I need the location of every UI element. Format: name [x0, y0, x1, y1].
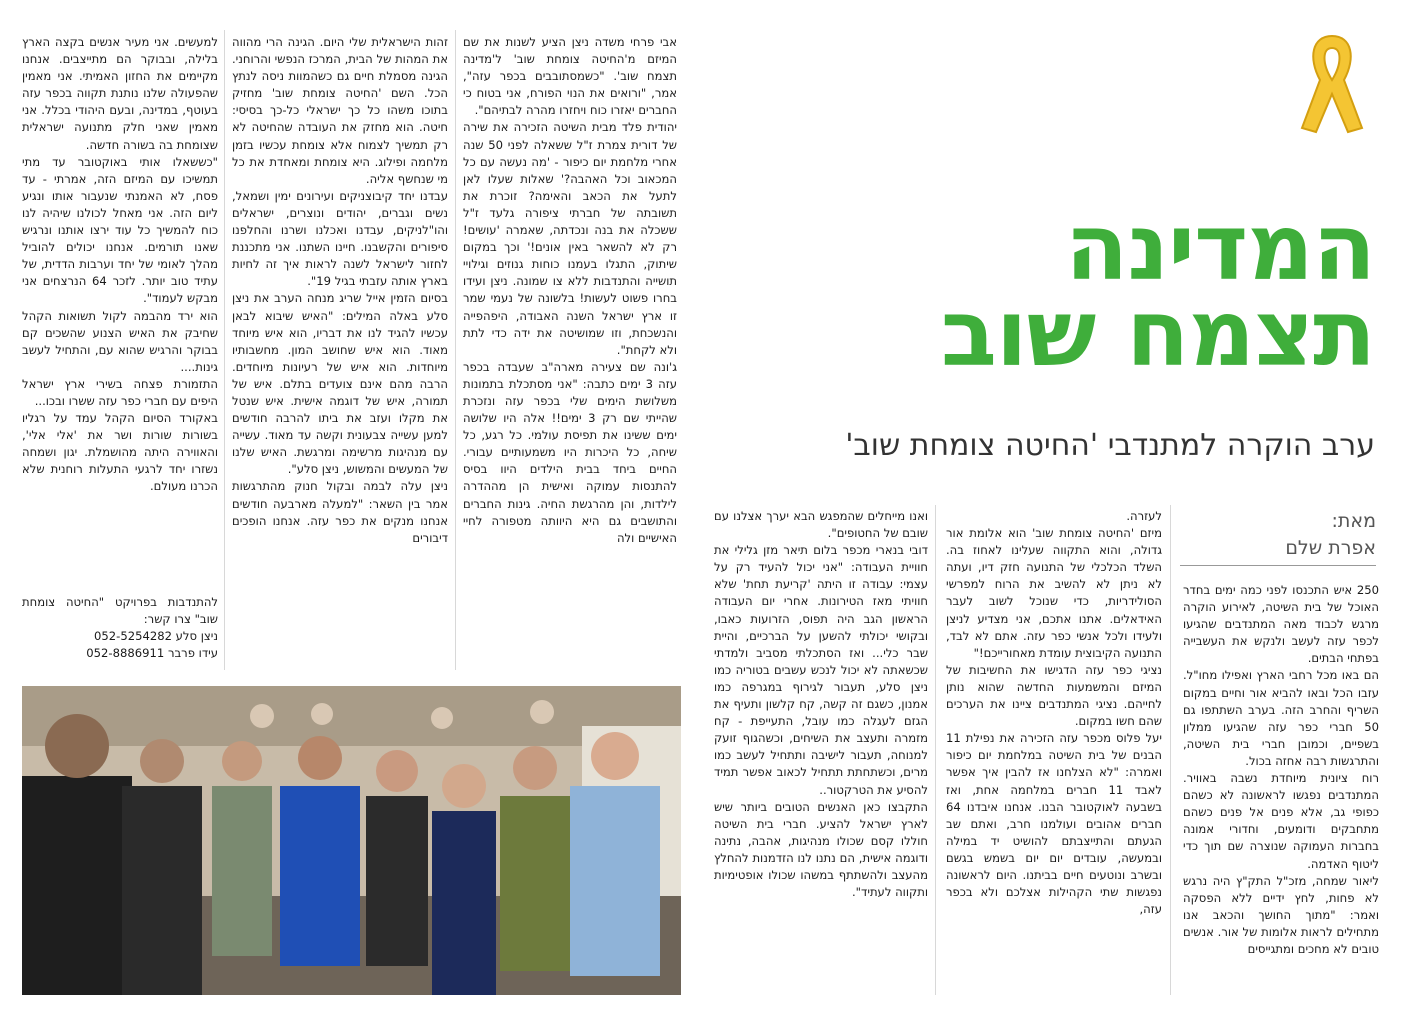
event-photo — [22, 686, 681, 995]
paragraph: ג'ונה שם צעירה מארה"ב שעבדה בכפר עזה 3 ימים כתבה: "אני מסתכלת בתמונות משלושת הימים שלי בכפר עזה ונזכרת שהייתי שם רק 3 ימים!! אלה היו שלושה ימים ששינו את תפיסת עולמי. כל רגע, כל שיחה, כל היכרות היו משמעותיים עבורי. החיים ביחד בבית הילדים היוו בסיס להתנסות עמוקה ואישית הן מההדרה לילדות, והן מהרגשת החיה. גינות החברים והתושבים גם היא היוותה מטפורה לחיי האישיים ולה — [463, 359, 677, 545]
column-divider — [935, 505, 936, 995]
headline-line-1: המדינה — [1065, 194, 1375, 301]
paragraph: למעשים. אני מעיר אנשים בקצה הארץ בלילה, ובבוקר הם מתייצבים. אנחנו מקיימים את החזון האמיתי. אני מאמין שהפעולה שלנו נותנת תקווה בכפר עזה בעוטף, במדינה, ובעם היהודי בכלל. אני מאמין שאני חלק מתנועה ישראלית שצומחת בה בשורה חדשה. — [22, 35, 218, 152]
paragraph: יעל פלוס מכפר עזה הזכירה את נפילת 11 הבנים של בית השיטה במלחמת יום כיפור ואמרה: "לא הצלחנו אז להבין איך אפשר לאבד 11 חברים במלחמה אחת, ואז בשבעה לאוקטובר הבנו. אנחנו איבדנו 64 חברים אהובים ועולמנו חרב, ואתם שב הגעתם והתייצבתם להושיט יד במילה ובמעשה, עובדים יום יום בשמש בגשם ובשרב ונוטעים חיים בביתנו. היום לראשונה נפגשות שתי הקהילות אצלכם ולא בכפר עזה, — [946, 731, 1162, 917]
paragraph: ליאור שמחה, מזכ"ל התק"ץ היה נרגש לא פחות, לחץ ידיים ללא הפסקה ואמר: "מתוך החושך והכאב אנו מתחילים לראות אלומות של אור. אנשים טובים לא מחכים ומתגייסים — [1183, 873, 1379, 956]
column-divider — [455, 30, 456, 670]
paragraph: הם באו מכל רחבי הארץ ואפילו מחו"ל. עזבו הכל ובאו להביא אור וחיים במקום השריף והחרב הזה. בערב השתתפו גם 50 חברי כפר עזה שהגיעו ממלון בשפיים, וכמובן חברי בית השיטה, והתרגשות רבה אחזה בכול. — [1183, 668, 1379, 768]
byline — [1180, 508, 1376, 566]
paragraph: התזמורת פצחה בשירי ארץ ישראל היפים עם חברי כפר עזה ששרו ובכו... — [22, 376, 218, 408]
column-divider — [1170, 505, 1171, 995]
paragraph: אבי פרחי משדה ניצן הציע לשנות את שם המיזם מ'החיטה צומחת שוב' ל'מדינה תצמח שוב'. "כשמסתובבים בכפר עזה", אמר, "ורואים את הנוי הפורח, אני בטוח כי החברים יאזרו כוח ויחזרו מהרה לבתיהם". — [463, 35, 677, 118]
contact-row — [22, 628, 218, 645]
column-divider — [224, 30, 225, 670]
paragraph: מיזם 'החיטה צומחת שוב' הוא אלומת אור גדולה, והוא התקווה שעלינו לאחוז בה. השלד הכלכלי של התנועה חזק דיו, ועתה לא ניתן לא להשיב את הרוח למפרשי הסולידריות, כדי שנוכל לשוב לעבר האידאלים. אתנו אתכם, אני מצדיע לניצן ולעידו ולכל אנשי כפר עזה. אתם לא לבד, התנועה הקיבוצית עומדת מאחורייכם!" — [946, 526, 1162, 660]
contact-phone: 052-5254282 — [94, 629, 172, 644]
contact-intro: להתנדבות בפרויקט "החיטה צומחת שוב" צרו קשר: — [22, 595, 218, 627]
article-column-1 — [1183, 582, 1379, 1000]
paragraph: באקורד הסיום הקהל עמד על רגליו בשורות שורות ושר את 'אלי אלי', והאווירה היתה מהושמלת. יגון ושמחה נשזרו יחד לרגעי התעלות רוחנית שלא הכרנו מעולם. — [22, 411, 218, 494]
byline-author: אפרת שלם — [1285, 536, 1376, 559]
paragraph: התקבצו כאן האנשים הטובים ביותר שיש לארץ ישראל להציע. חברי בית השיטה חוללו קסם שכולו מנהיגות, אהבה, נתינה ודוגמה אישית, הם נתנו לנו הזדמנות להחלץ מהעצב ולהשתתף במשהו שכולו אופטימיות ותקווה לעתיד". — [714, 799, 928, 900]
contact-row — [22, 645, 218, 662]
contact-name: עידו פרבר — [167, 646, 218, 661]
paragraph: יהודית פלד מבית השיטה הזכירה את שירה של דורית צמרת ז"ל ששאלה לפני 50 שנה אחרי מלחמת יום כיפור - 'מה נעשה עם כל המכאוב וכל האהבה?' שאלות שעלו לאן לתעל את הכאב והאימה? זוכרת את תשובתה של חברתי ציפורה גלעד ז"ל ששכלה את בנה ונכדתה, שאמרה 'עושים! רק לא להשאר באין אונים!' וכך במקום שיתוק, התגלו בעמנו כוחות גנוזים וגילויי תושייה והתנדבות ללא צו שמונה. ניצן ועידו בחרו פשוט לעשות! בלשונה של נעמי שמר זו ארץ ישראל השנה האבודה, היפהפייה והנשכחת, וזו שמושיטה את ידה כדי לתת ולא לקחת". — [463, 120, 677, 357]
article-column-4 — [463, 34, 677, 674]
paragraph: זהות הישראלית שלי היום. הגינה הרי מהווה את המהות של הבית, המרכז הנפשי והרוחני. הגינה מסמלת חיים גם כשהמוות ניסה לנתץ הכל. השם 'החיטה צומחת שוב' מחזיק בתוכו משהו כל כך ישראלי כל-כך בסיסי: חיטה. הוא מחזק את העובדה שהחיטה לא רק תמשיך לצמוח אלא צומחת עכשיו בזמן מלחמה ופילוג. היא צומחת ומאחדת את כל מי שנחשף אליה. — [232, 35, 448, 186]
contact-box — [22, 594, 218, 674]
contact-name: ניצן סלע — [175, 629, 218, 644]
subheadline: ערב הוקרה למתנדבי 'החיטה צומחת שוב' — [845, 428, 1375, 463]
paragraph: עבדנו יחד קיבוצניקים ועירונים ימין ושמאל, נשים וגברים, יהודים ונוצרים, ישראלים והו"לניקים, עבדנו ואכלנו ושרנו והחלפנו סיפורים והקשבנו. חיינו השתנו. אני מתכננת לחזור לישראל לשנה לראות איך זה לחיות בארץ אותה עזבתי בגיל 19". — [232, 188, 448, 289]
byline-label: מאת: — [1331, 510, 1376, 532]
article-column-3 — [714, 508, 928, 1000]
paragraph: ניצן עלה לבמה ובקול חנוק מהתרגשות אמר בין השאר: "למעלה מארבעה חודשים אנחנו מנקים את כפר עזה. אנחנו הופכים דיבורים — [232, 479, 448, 545]
paragraph: בסיום הזמין אייל שריג מנחה הערב את ניצן סלע באלה המילים: "האיש שיבוא לבאן עכשיו להגיד לנו את דבריו, הוא איש מיוחד מאוד. הוא איש שחושב המון. מחשבותיו מיוחדות. הוא איש של רעיונות מיוחדים. הרבה מהם אינם צועדים בתלם. איש של תמורה, איש של דוגמה אישית. איש שנטל את מקלו ועזב את ביתו להרבה חודשים למען עשייה צבעונית וקשה עד מאוד. עשייה עם מנהיגות מרשימה ומרגשת. האיש שלנו של המעשים והמשוש, ניצן סלע". — [232, 291, 448, 477]
headline-line-2: תצמח שוב — [940, 280, 1375, 388]
paragraph: דובי בנארי מכפר בלום תיאר מזן גלילי את חוויית העבודה: "אני יכול להעיד רק על עצמי: עבודה זו היתה 'קריעת תחת' שלא חוויתי מאז הטירונות. אחרי יום העבודה הראשון הגב היה תפוס, הזרועות כאבו, ובקושי יכולתי להשען על הברכיים, והיית שבר כלי... ואז הסתכלתי מסביב ולמדתי שכשאתה לא יכול לנכש עשבים בטוריה כמו ניצן סלע, תעבור לגירוף במגרפה כמו אמנון, כשגם זה קשה, קח קלשון ותעיף את הגזם לעגלה כמו עובל, התעייפת - קח מזמרה ותעצב את השיחים, וכשהגוף זועק למנוחה, תעבור לישיבה ותתחיל לעשב כמו מרים, וכשתחתת תתחיל לכאוב אפשר תמיד להסיע את הטרקטור.. — [714, 543, 928, 797]
paragraph: ואנו מייחלים שהמפגש הבא יערך אצלנו עם שובם של החטופים". — [714, 509, 928, 541]
paragraph: הוא ירד מהבמה לקול תשואות הקהל שחיבק את האיש הצנוע שהשכים קם בבוקר והרגיש שהוא עם, והתחיל לעשב גינות.... — [22, 308, 218, 374]
volunteers-photo-illustration — [22, 686, 681, 995]
article-column-6 — [22, 34, 218, 594]
article-column-5 — [232, 34, 448, 674]
paragraph: 250 איש התכנסו לפני כמה ימים בחדר האוכל של בית השיטה, לאירוע הוקרה מרגש לכבוד מאה המתנדבים שהגיעו לכפר עזה לעשב ולנקש את העשבייה בפתחי הבתים. — [1183, 583, 1379, 666]
paragraph: לעזרה. — [1126, 509, 1162, 523]
contact-phone: 052-8886911 — [86, 646, 165, 661]
headline — [695, 194, 1375, 388]
paragraph: נציגי כפר עזה הדגישו את החשיבות של המיזם והמשמעות החדשה שהוא נותן לחייהם. נציגי המתנדבים ציינו את הערכים שהם חשו במקום. — [946, 662, 1162, 729]
article-column-2 — [946, 508, 1162, 1000]
yellow-ribbon-icon — [1282, 28, 1382, 134]
paragraph: רוח ציונית מיוחדת נשבה באוויר. המתנדבים נפגשו לראשונה לא כשהם כפופי גב, אלא פנים אל פנים כשהם מתחבקים ודומעים, וחדורי אמונה בחברות העמוקה שנוצרה שם תוך כדי ליטוף האדמה. — [1183, 771, 1379, 871]
paragraph: "כששאלו אותי באוקטובר עד מתי תמשיכו עם המיזם הזה, אמרתי - עד פסח, לא האמנתי שנעבור אותו ונגיע ליום הזה. אני מאחל לכולנו שיהיה לנו כוח להמשיך כל עוד ירצו אותנו ונרגיש שאנו תורמים. אנחנו יכולים להוביל מהלך לאומי של יחד וערבות הדדית, של עתיד טוב יותר. לזכר 64 הנרצחים אני מבקש לעמוד". — [22, 154, 218, 306]
